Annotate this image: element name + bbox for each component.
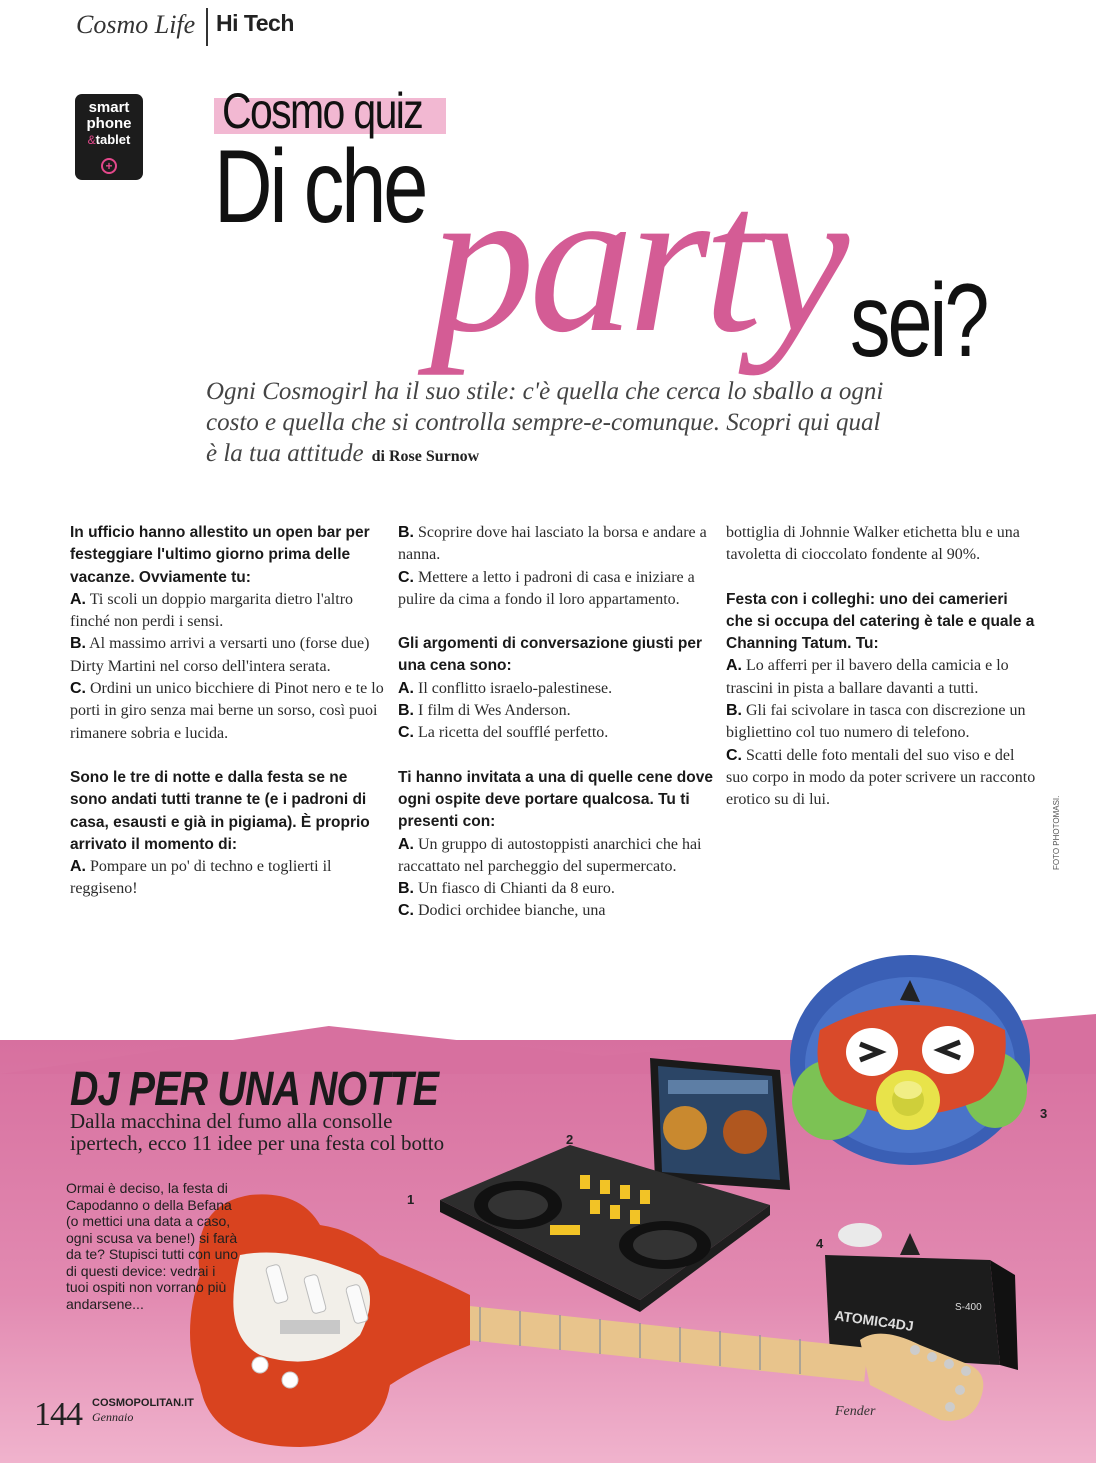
electric-guitar-image [180, 1185, 1060, 1455]
answer-3c: C. La ricetta del soufflé perfetto. [398, 724, 609, 742]
badge-line2: phone [86, 115, 132, 132]
quiz-question-4: Ti hanno invitata a una di quelle cene dove ogni ospite deve portare qualcosa. Tu ti presenti con: [398, 768, 713, 831]
quiz-question-2: Sono le tre di notte e dalla festa se ne sono andati tutti tranne te (e i padroni di casa, esausti e già in pigiama). È proprio arrivato il momento di: [70, 768, 370, 853]
product-number-3: 3 [1040, 1106, 1048, 1121]
byline: di Rose Surnow [371, 448, 480, 465]
answer-2a: A. Pompare un po' di techno e toglierti il reggiseno! [70, 858, 332, 898]
answer-3a: A. Il conflitto israelo-palestinese. [398, 679, 613, 697]
footer-site: COSMOPOLITAN.IT [92, 1397, 194, 1409]
section-divider [206, 8, 208, 46]
photo-credit: FOTO PHOTOMASI. [1052, 795, 1061, 870]
footer-month: Gennaio [92, 1410, 134, 1424]
intro-paragraph [206, 376, 886, 472]
quiz-column-2 [398, 522, 716, 923]
quiz-question-1: In ufficio hanno allestito un open bar per festeggiare l'ultimo giorno prima delle vacanze. Ovviamente tu: [70, 524, 370, 586]
answer-4c-start: C. Dodici orchidee bianche, una [398, 902, 606, 920]
title-line1: Di che [214, 129, 426, 245]
quiz-column-1 [70, 522, 386, 901]
title-line2: sei? [850, 263, 987, 379]
answer-1b: B. Al massimo arrivi a versarti uno (forse due) Dirty Martini nel corso dell'intera serata. [70, 635, 370, 675]
quiz-question-5: Festa con i colleghi: uno dei camerieri che si occupa del catering è tale e quale a Channing Tatum. Tu: [726, 590, 1035, 653]
section-title: Cosmo Life [76, 10, 196, 39]
page-number: 144 [34, 1396, 82, 1433]
badge-line3: tablet [95, 132, 131, 147]
intro-text: Ogni Cosmogirl ha il suo stile: c'è quella che cerca lo sballo a ogni costo e quella che si controlla sempre-e-comunque. Scopri qui qual è la tua attitude [206, 378, 884, 467]
fog-brand-label: ATOMIC4DJ [833, 1307, 915, 1335]
plus-icon: + [101, 158, 117, 174]
answer-2b: B. Scoprire dove hai lasciato la borsa e andare a nanna. [398, 524, 707, 564]
answer-1c: C. Ordini un unico bicchiere di Pinot nero e te lo porti in giro senza mai berne un sorso, così puoi rimanere sobria e lucida. [70, 680, 384, 742]
quiz-question-3: Gli argomenti di conversazione giusti per una cena sono: [398, 635, 703, 675]
product-number-4: 4 [816, 1236, 824, 1251]
product-number-2: 2 [566, 1132, 574, 1147]
dj-section-body: Ormai è deciso, la festa di Capodanno o della Befana (o mettici una data a caso, ogni scusa va bene!) si farà da te? Stupisci tutti con uno di questi device: vedrai i tuoi ospiti non vorrano più andarsene... [66, 1180, 238, 1312]
badge-amp: & [87, 133, 96, 147]
dj-section-subtitle: Dalla macchina del fumo alla consolle ipertech, ecco 11 idee per una festa col botto [70, 1109, 445, 1155]
answer-4c-end: bottiglia di Johnnie Walker etichetta blu e una tavoletta di cioccolato fondente al 90%. [726, 524, 1020, 564]
answer-3b: B. I film di Wes Anderson. [398, 702, 571, 720]
product-number-1: 1 [407, 1192, 415, 1207]
answer-4b: B. Un fiasco di Chianti da 8 euro. [398, 880, 615, 898]
dj-section-title: DJ PER UNA NOTTE [70, 1063, 439, 1116]
badge-line1: smart [88, 99, 130, 116]
quiz-kicker: Cosmo quiz [222, 83, 423, 139]
fog-model-label: S-400 [955, 1302, 982, 1313]
answer-2c: C. Mettere a letto i padroni di casa e iniziare a pulire da cima a fondo il loro appartamento. [398, 568, 695, 608]
smartphone-tablet-badge [75, 94, 143, 180]
answer-4a: A. Un gruppo di autostoppisti anarchici che hai raccattato nel parcheggio del supermercato. [398, 835, 702, 875]
answer-5b: B. Gli fai scivolare in tasca con discrezione un bigliettino col tuo numero di telefono. [726, 702, 1026, 742]
answer-5a: A. Lo afferri per il bavero della camicia e lo trascini in pista a ballare davanti a tutti. [726, 657, 1009, 697]
answer-1a: A. Ti scoli un doppio margarita dietro l'altro finché non perdi i sensi. [70, 590, 354, 631]
answer-5c: C. Scatti delle foto mentali del suo viso e del suo corpo in modo da poter scrivere un racconto erotico su di lui. [726, 746, 1036, 809]
title-script-word: party [430, 144, 844, 376]
guitar-brand-label: Fender [835, 1404, 876, 1419]
section-subtitle: Hi Tech [216, 10, 294, 36]
quiz-column-3 [726, 522, 1036, 812]
